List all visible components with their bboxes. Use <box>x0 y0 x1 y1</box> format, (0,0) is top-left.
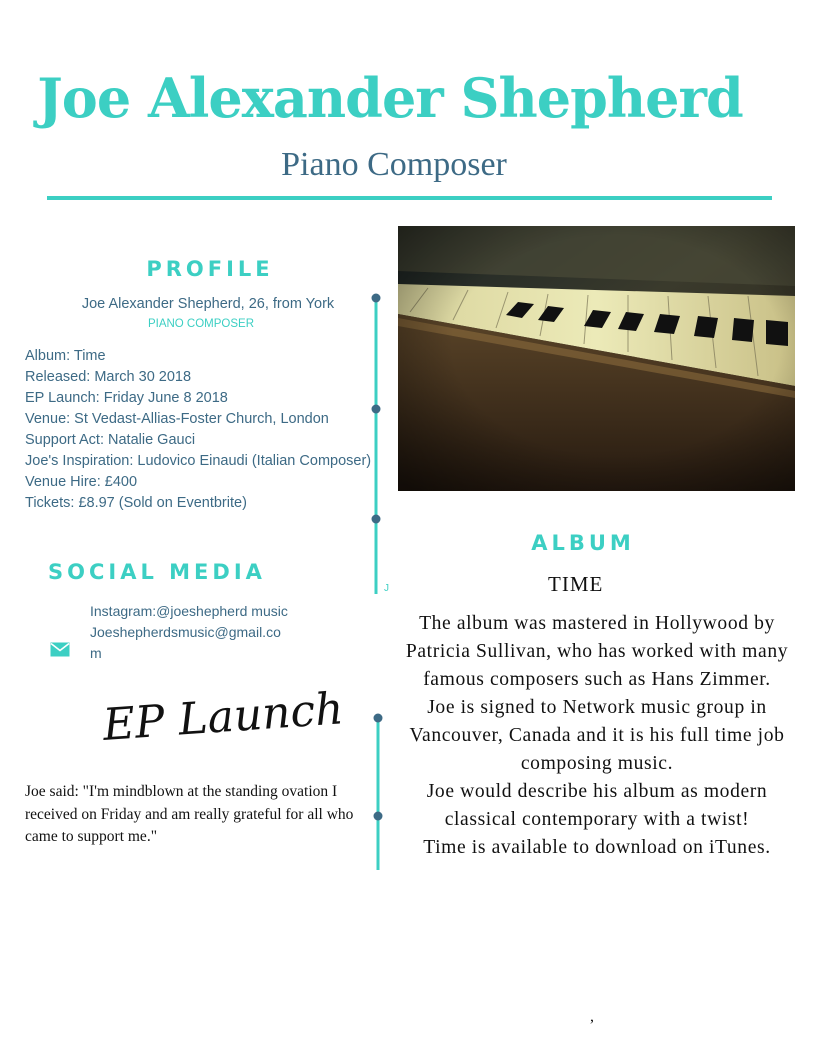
social-media-heading: SOCIAL MEDIA <box>48 560 266 584</box>
piano-photo <box>398 226 795 491</box>
detail-inspiration: Joe's Inspiration: Ludovico Einaudi (Italian Composer) <box>25 453 372 469</box>
album-title: TIME <box>548 572 604 596</box>
envelope-icon <box>50 642 70 657</box>
detail-tickets: Tickets: £8.97 (Sold on Eventbrite) <box>25 495 247 511</box>
album-paragraph: Time is available to download on iTunes. <box>423 837 771 858</box>
composer-name: Joe Alexander Shepherd <box>37 66 743 130</box>
stray-comma: , <box>590 1008 594 1025</box>
detail-album: Album: Time <box>25 348 106 364</box>
ep-launch-title: EP Launch <box>101 683 346 751</box>
detail-ep-launch: EP Launch: Friday June 8 2018 <box>25 390 228 406</box>
album-paragraph: The album was mastered in Hollywood by Patricia Sullivan, who has worked with many famous composers such as Hans Zimmer. <box>405 613 789 690</box>
profile-summary: Joe Alexander Shepherd, 26, from York <box>81 296 335 312</box>
album-description <box>393 610 801 862</box>
album-paragraph: Joe would describe his album as modern classical contemporary with a twist! <box>426 781 768 830</box>
instagram-handle[interactable]: Instagram:@joeshepherd music <box>90 603 288 619</box>
profile-role: PIANO COMPOSER <box>147 318 255 330</box>
detail-released: Released: March 30 2018 <box>25 369 192 385</box>
profile-details <box>25 346 381 514</box>
composer-subtitle: Piano Composer <box>281 146 507 183</box>
detail-venue-hire: Venue Hire: £400 <box>25 474 138 490</box>
social-media-list <box>90 601 290 664</box>
header-divider <box>47 196 772 200</box>
album-heading: ALBUM <box>531 531 635 555</box>
ep-launch-quote: Joe said: "I'm mindblown at the standing ovation I received on Friday and am really grateful for all who came to support me." <box>25 783 354 845</box>
stray-letter: J <box>384 583 389 594</box>
profile-heading: PROFILE <box>146 257 274 281</box>
email-address[interactable]: Joeshepherdsmusic@gmail.com <box>90 624 281 661</box>
detail-support-act: Support Act: Natalie Gauci <box>25 432 196 448</box>
album-paragraph: Joe is signed to Network music group in Vancouver, Canada and it is his full time job composing music. <box>409 697 785 774</box>
detail-venue: Venue: St Vedast-Allias-Foster Church, London <box>25 411 329 427</box>
